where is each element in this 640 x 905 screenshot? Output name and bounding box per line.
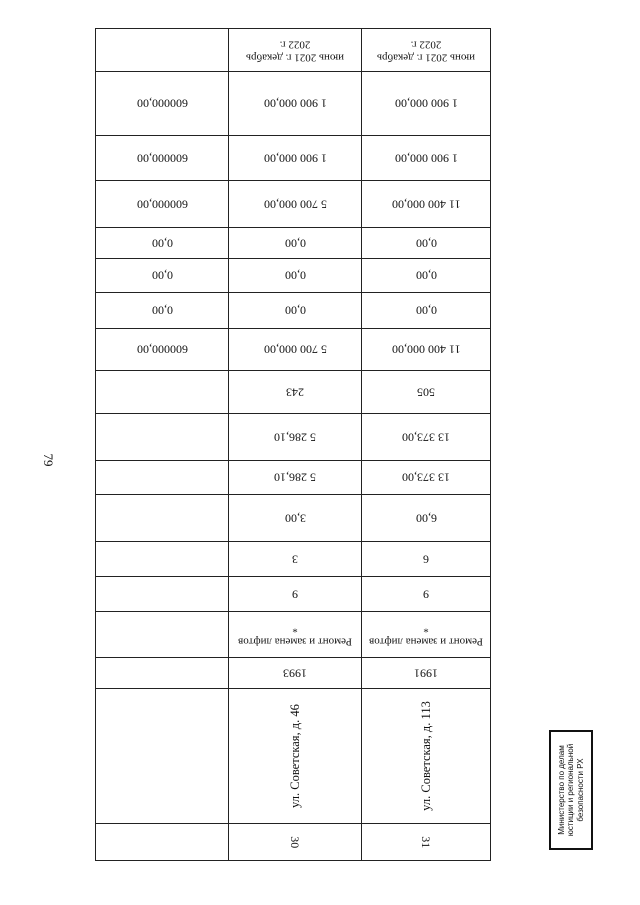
table-cell [96, 329, 228, 370]
table-row [96, 328, 490, 370]
cell-value: 1 900 000,00 [394, 151, 458, 166]
table-row [96, 413, 490, 460]
table-cell [228, 414, 361, 460]
table-cell [361, 577, 490, 611]
table-cell [361, 689, 490, 823]
table-cell [361, 658, 490, 688]
table-row [96, 576, 490, 611]
table-cell [96, 371, 228, 413]
table-cell [228, 658, 361, 688]
table-cell [228, 542, 361, 576]
table-cell [361, 612, 490, 657]
cell-value: 600000,00 [136, 342, 188, 357]
table-cell [228, 689, 361, 823]
cell-value: 0,00 [415, 236, 437, 251]
table-row [96, 611, 490, 657]
period-text: июнь 2021 г. декабрь 2022 г. [246, 38, 344, 64]
table-cell [228, 329, 361, 370]
table-row [96, 657, 490, 688]
table-cell [96, 612, 228, 657]
cell-value: 3 [292, 552, 298, 567]
table-cell [96, 136, 228, 180]
cell-value: 11 400 000,00 [391, 197, 461, 212]
table-cell [96, 228, 228, 258]
table-cell [228, 29, 361, 71]
table-cell [361, 181, 490, 227]
cell-value: 1 900 000,00 [394, 96, 458, 111]
table-cell [96, 658, 228, 688]
table-cell [228, 495, 361, 541]
address-text: ул. Советская, д. 46 [287, 704, 302, 808]
table-cell [228, 612, 361, 657]
cell-value: 13 373,00 [402, 470, 450, 485]
cell-value: 1 900 000,00 [263, 151, 327, 166]
work-type-text: Ремонт и замена лифтов * [369, 622, 483, 648]
table-cell [361, 72, 490, 135]
table-cell [228, 461, 361, 494]
cell-value: 0,00 [151, 303, 173, 318]
table-cell [228, 72, 361, 135]
stamp-line: безопасности РХ [575, 758, 585, 822]
table-cell [361, 29, 490, 71]
cell-value [152, 691, 172, 821]
cell-value: 0,00 [151, 236, 173, 251]
table-cell [228, 577, 361, 611]
cell-value: 5 286,10 [274, 470, 316, 485]
table-row [96, 180, 490, 227]
cell-value: 1993 [283, 666, 307, 681]
cell-value: 1 900 000,00 [263, 96, 327, 111]
table-cell [228, 259, 361, 292]
table-cell [96, 824, 228, 860]
period-text: июнь 2021 г. декабрь 2022 г. [377, 38, 475, 64]
cell-value: 13 373,00 [402, 430, 450, 445]
cell-value: 600000,00 [136, 197, 188, 212]
table-cell [361, 329, 490, 370]
table-cell [361, 136, 490, 180]
table-cell [96, 259, 228, 292]
table-row [96, 494, 490, 541]
cell-value: 505 [417, 385, 435, 400]
cell-value: 1991 [414, 666, 438, 681]
table-cell [361, 495, 490, 541]
cell-value: 5 700 000,00 [263, 342, 327, 357]
table-row [96, 370, 490, 413]
cell-value: 5 286,10 [274, 430, 316, 445]
table-cell [228, 371, 361, 413]
table-row-number [96, 823, 490, 860]
stamp-line: юстиции и региональной [566, 743, 576, 837]
table-cell [361, 228, 490, 258]
table-cell [96, 414, 228, 460]
table-cell [96, 495, 228, 541]
table-cell [361, 371, 490, 413]
cell-value: 0,00 [415, 303, 437, 318]
cell-value: 3,00 [284, 511, 306, 526]
table-row [96, 292, 490, 328]
table-cell [96, 293, 228, 328]
table-cell [228, 181, 361, 227]
address-text: ул. Советская, д. 113 [418, 701, 433, 811]
table-cell [361, 293, 490, 328]
table-cell [228, 228, 361, 258]
cell-value: 6,00 [415, 511, 437, 526]
table-cell [228, 824, 361, 860]
cell-value: 0,00 [284, 236, 306, 251]
table-row [96, 71, 490, 135]
row-number: 30 [288, 835, 303, 848]
table-row-address [96, 688, 490, 823]
table-cell [361, 414, 490, 460]
cell-value: 9 [423, 587, 429, 602]
table-cell [96, 689, 228, 823]
table-cell [228, 136, 361, 180]
table-cell [96, 181, 228, 227]
table-header-row [96, 29, 490, 71]
cell-value: 9 [292, 587, 298, 602]
table-row [96, 227, 490, 258]
ministry-stamp [549, 730, 593, 850]
table-cell [96, 542, 228, 576]
table-cell [96, 461, 228, 494]
cell-value: 243 [286, 385, 304, 400]
stamp-text [552, 734, 590, 846]
cell-value: 0,00 [284, 268, 306, 283]
table-row [96, 135, 490, 180]
stamp-line: Министерство по делам [557, 745, 567, 835]
cell-value: 0,00 [415, 268, 437, 283]
table-cell [96, 29, 228, 71]
cell-value: 600000,00 [136, 151, 188, 166]
table-cell [96, 72, 228, 135]
cell-value: 600000,00 [136, 96, 188, 111]
cell-value: 6 [423, 552, 429, 567]
table-row [96, 258, 490, 292]
table-cell [361, 542, 490, 576]
row-number: 31 [419, 835, 434, 848]
table-cell [361, 461, 490, 494]
page-number: 79 [41, 453, 56, 467]
table-cell [361, 824, 490, 860]
table-cell [361, 259, 490, 292]
table-cell [96, 577, 228, 611]
table-cell [228, 293, 361, 328]
table-row [96, 460, 490, 494]
table-row [96, 541, 490, 576]
cell-value: 11 400 000,00 [391, 342, 461, 357]
cell-value: 0,00 [151, 268, 173, 283]
cell-value: 0,00 [284, 303, 306, 318]
work-type-text: Ремонт и замена лифтов * [238, 622, 352, 648]
data-table [95, 28, 491, 861]
cell-value: 5 700 000,00 [263, 197, 327, 212]
